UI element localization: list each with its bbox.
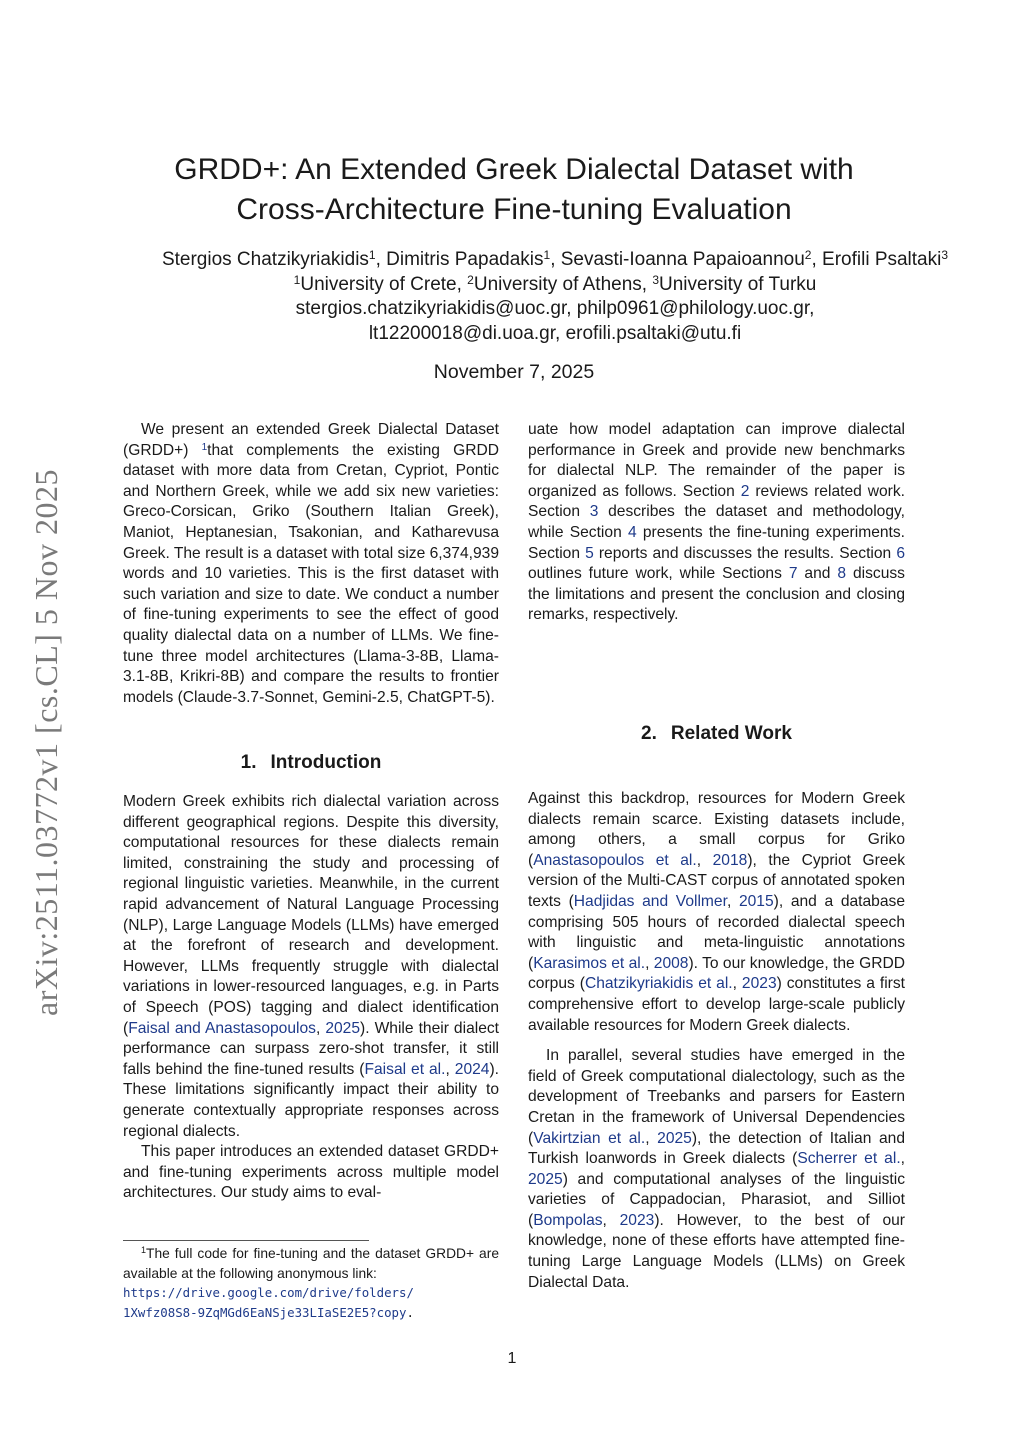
intro-paragraph-2: This paper introduces an extended dataset GRDD+ and fine-tuning experiments across multiple model architectures. Our study aims to eval- — [123, 1143, 499, 1202]
affiliations: $^1$University of Crete, $^2$University of Athens, $^3$University of Turku — [293, 272, 817, 295]
citation-year-link[interactable]: 2023 — [741, 975, 777, 993]
citation-year-link[interactable]: 2025 — [657, 1129, 692, 1147]
introduction-body — [123, 792, 499, 1204]
section-heading-related-work: 2. Related Work — [641, 723, 792, 744]
citation-link[interactable]: Faisal et al. — [364, 1060, 446, 1078]
emails-line-1: stergios.chatzikyriakidis@uoc.gr, philp0961@philology.uoc.gr, — [295, 298, 815, 319]
arxiv-identifier: arXiv:2511.03772v1 [cs.CL] 5 Nov 2025 — [28, 468, 64, 1016]
related-paragraph-2: In parallel, several studies have emerged in the field of Greek computational dialectology, such as the development of Treebanks and parsers for Eastern Cretan in the framework of Universal Dependencies (Vakirtzian et al., 2025), the detection of Italian and Turkish loanwords in Greek dialects (Scherrer et al., 2025) and computational analyses of the linguistic varieties of Cappadocian, Pharasiot, and Silliot (Bompolas, 2023). However, to the best of our knowledge, none of these efforts have attempted fine-tuning Large Language Models (LLMs) on Greek Dialectal Data. — [528, 1047, 905, 1291]
section-ref-link[interactable]: 6 — [896, 544, 905, 562]
abstract-text: We present an extended Greek Dialectal Dataset (GRDD+) $^1$that complements the existing GRDD dataset with more data from Cretan, Cypriot, Pontic and Northern Greek, while we add six new varieties: Greco-Corsican, Griko (Southern Italian Greek), Maniot, Heptanesian, Tsakonian, and Katharevusa Greek. The result is a dataset with total size 6,374,939 words and 10 varieties. This is the first dataset with such variation and size to date. We conduct a number of fine-tuning experiments to see the effect of good quality dialectal data on a number of LLMs. We fine-tune three model architectures (Llama-3-8B, Llama-3.1-8B, Krikri-8B) and compare the results to frontier models (Claude-3.7-Sonnet, Gemini-2.5, ChatGPT-5). — [123, 421, 499, 706]
section-ref-link[interactable]: 8 — [837, 565, 847, 583]
citation-year-link[interactable]: 2008 — [653, 954, 689, 972]
section-ref-link[interactable]: 4 — [627, 523, 637, 541]
citation-link[interactable]: Hadjidas and Vollmer — [573, 892, 727, 910]
footnote-divider — [123, 1240, 369, 1241]
related-work-body — [528, 789, 905, 1293]
footnote-ref-1[interactable]: 1 — [201, 441, 208, 453]
title-line-2: Cross-Architecture Fine-tuning Evaluation — [236, 193, 792, 226]
section-ref-link[interactable]: 2 — [740, 482, 750, 500]
footnote-url-line-1[interactable]: https://drive.google.com/drive/folders/ — [123, 1285, 414, 1300]
citation-year-link[interactable]: 2024 — [454, 1060, 490, 1078]
footnote — [123, 1244, 499, 1322]
section-heading-introduction: 1. Introduction — [240, 752, 382, 773]
citation-link[interactable]: Chatzikyriakidis et al. — [584, 975, 733, 993]
citation-link[interactable]: Faisal and Anastasopoulos — [128, 1019, 316, 1037]
paper-title — [100, 150, 928, 230]
citation-link[interactable]: Vakirtzian et al. — [533, 1129, 646, 1147]
citation-year-link[interactable]: 2018 — [712, 851, 748, 869]
citation-link[interactable]: Scherrer et al. — [797, 1150, 901, 1168]
section-ref-link[interactable]: 7 — [788, 565, 798, 583]
intro-continuation: uate how model adaptation can improve dialectal performance in Greek and provide new benchmarks for dialectal NLP. The remainder of the paper is organized as follows. Section 2 reviews related work. Section 3 describes the dataset and methodology, while Section 4 presents the fine-tuning experiments. Section 5 reports and discusses the results. Section 6 outlines future work, while Sections 7 and 8 discuss the limitations and present the conclusion and closing remarks, respectively. — [528, 421, 906, 624]
footnote-text: The full code for fine-tuning and the dataset GRDD+ are available at the following anonymous link: — [123, 1246, 499, 1281]
citation-year-link[interactable]: 2023 — [619, 1211, 655, 1229]
section-ref-link[interactable]: 5 — [585, 544, 594, 562]
title-line-1: GRDD+: An Extended Greek Dialectal Dataset with — [174, 153, 854, 186]
publication-date: November 7, 2025 — [433, 361, 595, 383]
citation-link[interactable]: Bompolas — [533, 1211, 603, 1229]
page-number: 1 — [507, 1350, 517, 1367]
intro-paragraph-1: Modern Greek exhibits rich dialectal variation across different geographical regions. Despite this diversity, computational resources for these dialects remain limited, constraining the study and processing of regional linguistic varieties. Meanwhile, in the current rapid advancement of Natural Language Processing (NLP), Large Language Models (LLMs) have emerged at the forefront of research and development. However, LLMs frequently struggle with dialectal variations in lower-resourced languages, e.g. in Parts of Speech (POS) tagging and dialect identification (Faisal and Anastasopoulos, 2025). While their dialect performance can surpass zero-shot transfer, it still falls behind the fine-tuned results (Faisal et al., 2024). These limitations significantly impact their ability to generate contextually appropriate responses across regional dialects. — [123, 793, 500, 1140]
footnote-number: 1 — [141, 1245, 147, 1255]
citation-year-link[interactable]: 2025 — [325, 1019, 361, 1037]
author-block — [60, 248, 1024, 346]
citation-year-link[interactable]: 2025 — [528, 1170, 563, 1188]
section-ref-link[interactable]: 3 — [589, 503, 599, 521]
emails-line-2: lt12200018@di.uoa.gr, erofili.psaltaki@utu.fi — [368, 322, 742, 344]
citation-link[interactable]: Karasimos et al. — [533, 954, 646, 972]
citation-link[interactable]: Anastasopoulos et al. — [533, 851, 697, 869]
abstract — [123, 420, 499, 708]
author-names: Stergios Chatzikyriakidis$^1$, Dimitris Papadakis$^1$, Sevasti-Ioanna Papaioannou$^2$, Erofili Psaltaki$^3$ — [161, 248, 949, 270]
related-paragraph-1: Against this backdrop, resources for Modern Greek dialects remain scarce. Existing datasets include, among others, a small corpus for Griko (Anastasopoulos et al., 2018), the Cypriot Greek version of the Multi-CAST corpus of annotated spoken texts (Hadjidas and Vollmer, 2015), and a database comprising 505 hours of recorded dialectal speech with linguistic and meta-linguistic annotations (Karasimos et al., 2008). To our knowledge, the GRDD corpus (Chatzikyriakidis et al., 2023) constitutes a first comprehensive effort to develop large-scale publicly available resources for Modern Greek dialects. — [528, 790, 905, 1034]
citation-year-link[interactable]: 2015 — [738, 892, 774, 910]
footnote-url-line-2[interactable]: 1Xwfz08S8-9ZqMGd6EaNSje33LIaSE2E5?copy. — [123, 1304, 414, 1320]
